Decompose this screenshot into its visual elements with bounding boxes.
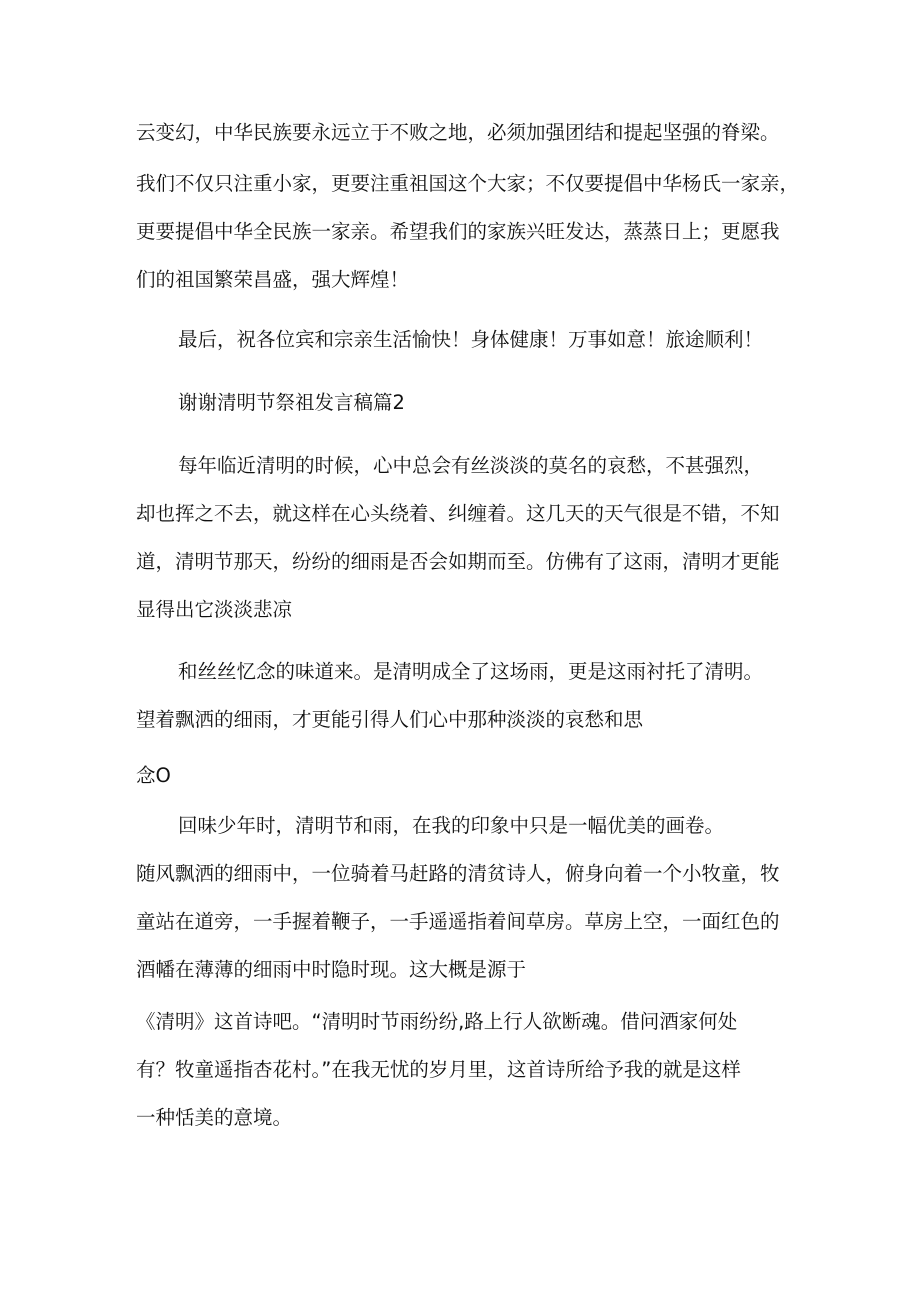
paragraph-line: 随风飘洒的细雨中，一位骑着马赶路的清贫诗人，俯身向着一个小牧童，牧 bbox=[136, 862, 780, 885]
paragraph-line: 酒幡在薄薄的细雨中时隐时现。这大概是源于 bbox=[136, 958, 527, 981]
paragraph-line: 们的祖国繁荣昌盛，强大辉煌！ bbox=[136, 268, 410, 291]
paragraph-line: 我们不仅只注重小家，更要注重祖国这个大家；不仅要提倡中华杨氏一家亲， bbox=[136, 172, 800, 195]
paragraph-line: 和丝丝忆念的味道来。是清明成全了这场雨，更是这雨衬托了清明。 bbox=[178, 660, 764, 683]
paragraph-line: 道，清明节那天，纷纷的细雨是否会如期而至。仿佛有了这雨，清明才更能 bbox=[136, 550, 780, 573]
paragraph-line: 最后，祝各位宾和宗亲生活愉快！身体健康！万事如意！旅途顺利！ bbox=[178, 328, 764, 351]
paragraph-line: 念O bbox=[136, 764, 171, 787]
paragraph-line: 《清明》这首诗吧。“清明时节雨纷纷,路上行人欲断魂。借问酒家何处 bbox=[136, 1010, 738, 1033]
paragraph-line: 却也挥之不去，就这样在心头绕着、纠缠着。这几天的天气很是不错，不知 bbox=[136, 502, 780, 525]
section-heading: 谢谢清明节祭祖发言稿篇2 bbox=[178, 391, 405, 414]
paragraph-line: 一种恬美的意境。 bbox=[136, 1106, 293, 1129]
paragraph-line: 每年临近清明的时候，心中总会有丝淡淡的莫名的哀愁，不甚强烈， bbox=[178, 454, 764, 477]
paragraph-line: 有？牧童遥指杏花村。”在我无忧的岁月里，这首诗所给予我的就是这样 bbox=[136, 1058, 741, 1081]
paragraph-line: 显得出它淡淡悲凉 bbox=[136, 598, 293, 621]
paragraph-line: 望着飘洒的细雨，才更能引得人们心中那种淡淡的哀愁和思 bbox=[136, 708, 644, 731]
paragraph-line: 童站在道旁，一手握着鞭子，一手遥遥指着间草房。草房上空，一面红色的 bbox=[136, 910, 780, 933]
paragraph-line: 更要提倡中华全民族一家亲。希望我们的家族兴旺发达，蒸蒸日上；更愿我 bbox=[136, 220, 780, 243]
paragraph-line: 云变幻，中华民族要永远立于不败之地，必须加强团结和提起坚强的脊梁。 bbox=[136, 121, 780, 144]
paragraph-line: 回味少年时，清明节和雨，在我的印象中只是一幅优美的画卷。 bbox=[178, 814, 725, 837]
